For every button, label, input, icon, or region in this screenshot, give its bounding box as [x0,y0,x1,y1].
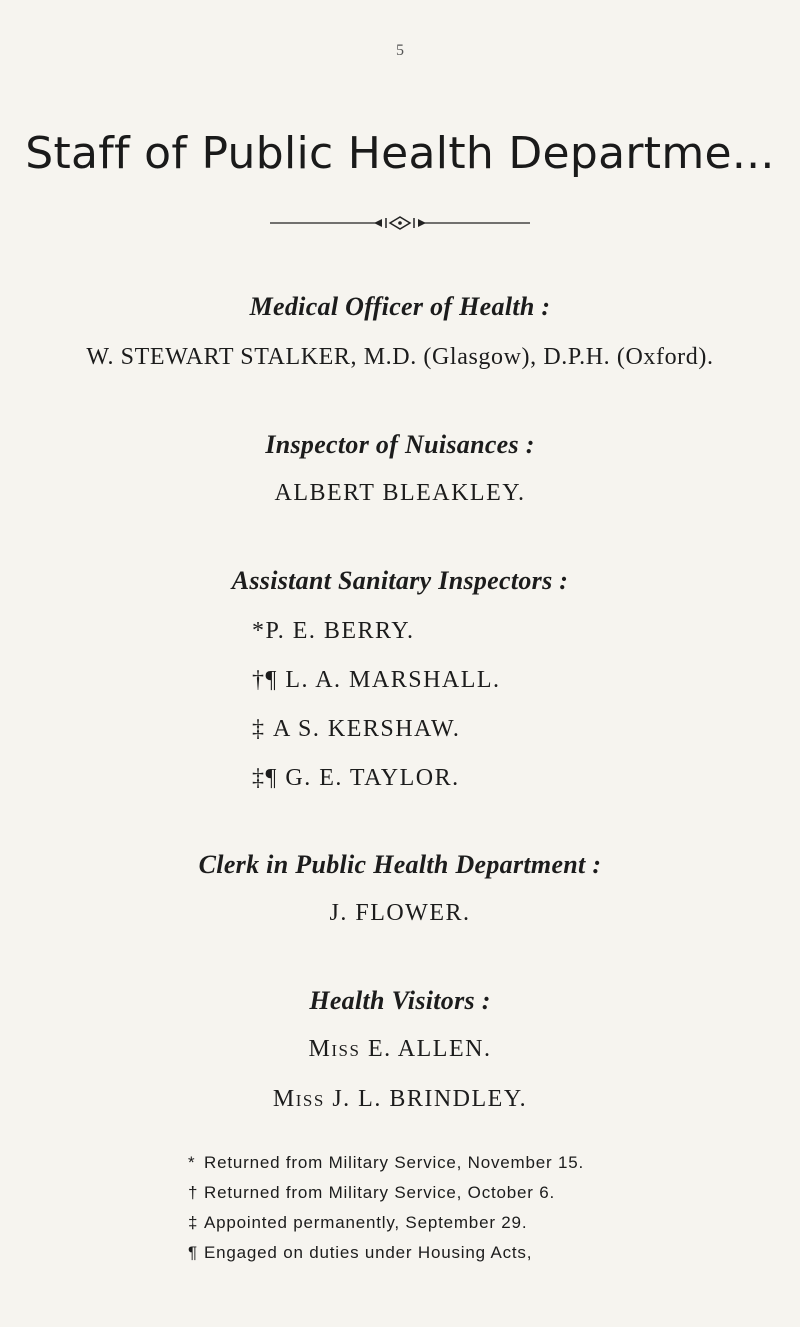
footnote-mark: † [188,1183,199,1202]
footnote-mark: ¶ [188,1243,198,1262]
health-visitor-entry [0,1036,800,1063]
page-number: 5 [396,42,404,59]
footnote-mark: ‡ [188,1213,199,1232]
footnote-text: Returned from Military Service, November 15. [204,1153,585,1172]
footnote-marks: * [252,618,266,644]
staff-entry [252,618,414,645]
staff-name: L. A. MARSHALL. [285,667,501,693]
visitor-name: J. L. BRINDLEY. [332,1086,528,1112]
inspector-name: ALBERT BLEAKLEY. [274,480,526,506]
health-visitor-entry [0,1086,800,1113]
footnote-text: Appointed permanently, September 29. [204,1213,528,1232]
staff-entry [252,667,501,694]
staff-entry [252,716,460,743]
staff-name: G. E. TAYLOR. [285,765,460,791]
footnotes [188,1148,788,1268]
clerk-name: J. FLOWER. [329,900,471,926]
divider-ornament [270,215,530,231]
clerk-heading: Clerk in Public Health Department : [198,850,602,879]
footnote-mark: * [188,1153,196,1172]
footnote-marks: †¶ [252,667,278,693]
page-title: Staff of Public Health Departme... [25,128,775,179]
inspector-heading: Inspector of Nuisances : [265,430,535,459]
footnote-text: Engaged on duties under Housing Acts, [204,1243,533,1262]
staff-entry [252,765,460,792]
footnote [188,1178,788,1208]
medical-officer-name: W. STEWART STALKER, M.D. (Glasgow), D.P.H. (Oxford). [86,344,714,370]
visitor-title: Miss [308,1036,361,1062]
medical-officer-heading: Medical Officer of Health : [249,292,551,321]
footnote-marks: ‡ [252,716,266,742]
footnote-text: Returned from Military Service, October 6. [204,1183,556,1202]
assistant-inspectors-heading: Assistant Sanitary Inspectors : [231,566,569,595]
footnote [188,1148,788,1178]
health-visitors-heading: Health Visitors : [309,986,491,1015]
visitor-title: Miss [272,1086,325,1112]
staff-name: P. E. BERRY. [265,618,415,644]
footnote [188,1238,788,1268]
visitor-name: E. ALLEN. [367,1036,492,1062]
staff-name: A S. KERSHAW. [273,716,461,742]
footnote [188,1208,788,1238]
footnote-marks: ‡¶ [252,765,278,791]
